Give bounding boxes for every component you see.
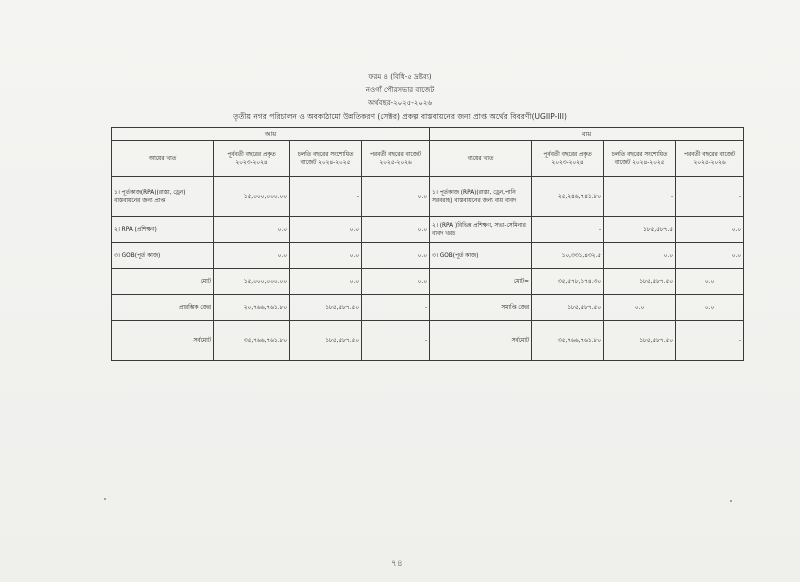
expense-value: ৩৫,৭৬৬,৭৬১.৮০ bbox=[532, 321, 604, 361]
income-value: ০.০ bbox=[362, 269, 430, 295]
expense-label: ২। (RPA )বিভিন্ন প্রশিক্ষণ, সভা-সেমিনার বাবদ খরচ bbox=[430, 217, 532, 243]
project-statement-title: তৃতীয় নগর পরিচালন ও অবকাঠামো উন্নতিকরণ (সেক্টর) প্রকল্প বাস্তবায়নের জন্য প্রাপ্ত অর্থের বিবরণী(UGIIP-III) bbox=[233, 112, 567, 121]
form-number: ফরম ৪ (বিধি-৫ দ্রষ্টব্য) bbox=[368, 73, 432, 81]
table-row bbox=[112, 177, 744, 217]
scan-speck bbox=[104, 498, 106, 500]
income-label: ১। পূর্তকাজ(RPA)(রাস্তা, ড্রেন) বাস্তবায়নের জন্য প্রাপ্ত bbox=[112, 177, 214, 217]
income-value: ০.০ bbox=[290, 217, 362, 243]
expense-value: ১৮৫,৫৮৭.৫ bbox=[604, 217, 676, 243]
income-label: মোট bbox=[112, 269, 214, 295]
income-label: ৩। GOB(পূর্ত কাজ) bbox=[112, 243, 214, 269]
income-section-title: আয় bbox=[112, 128, 430, 141]
income-value: ০.০ bbox=[362, 217, 430, 243]
expense-value: - bbox=[676, 321, 744, 361]
expense-value: ১৮৫,৫৮৭.৫০ bbox=[604, 269, 676, 295]
expense-label: সমাপ্তি জের bbox=[430, 295, 532, 321]
income-value: ০.০ bbox=[214, 217, 290, 243]
scan-speck bbox=[730, 500, 732, 502]
expense-value: - bbox=[676, 177, 744, 217]
expense-col-head: ব্যয়ের খাত bbox=[430, 141, 532, 177]
income-value: ১৫,০০০,০০০.০০ bbox=[214, 269, 290, 295]
income-value: - bbox=[362, 295, 430, 321]
income-value: ০.০ bbox=[214, 243, 290, 269]
expense-label: ৩। GOB(পূর্ত কাজ) bbox=[430, 243, 532, 269]
income-value: ২০,৭৬৬,৭৬১.৮০ bbox=[214, 295, 290, 321]
expense-value: - bbox=[604, 177, 676, 217]
income-label: সর্বমোট bbox=[112, 321, 214, 361]
income-label: প্রারম্ভিক জের bbox=[112, 295, 214, 321]
expense-value: ০.০ bbox=[604, 295, 676, 321]
income-col-head: পূর্ববর্তী বছরের প্রকৃত ২০২৩-২০২৪ bbox=[214, 141, 290, 177]
budget-table bbox=[111, 127, 744, 361]
income-value: ০.০ bbox=[290, 269, 362, 295]
expense-label: মোট= bbox=[430, 269, 532, 295]
expense-value: ২৫,২৪৬,৭৪১.৮০ bbox=[532, 177, 604, 217]
income-col-head: আয়ের খাত bbox=[112, 141, 214, 177]
table-row bbox=[112, 217, 744, 243]
income-value: ০.০ bbox=[290, 243, 362, 269]
balance-row bbox=[112, 295, 744, 321]
expense-value: ১৮৫,৫৮৭.৫০ bbox=[532, 295, 604, 321]
expense-col-head: পরবর্তী বছরের বাজেট ২০২৫-২০২৬ bbox=[676, 141, 744, 177]
table-row bbox=[112, 243, 744, 269]
expense-value: - bbox=[532, 217, 604, 243]
income-value: - bbox=[362, 321, 430, 361]
income-col-head: চলতি বছরের সংশোধিত বাজেট ২০২৪-২০২৫ bbox=[290, 141, 362, 177]
expense-section-title: ব্যয় bbox=[430, 128, 744, 141]
expense-col-head: চলতি বছরের সংশোধিত বাজেট ২০২৪-২০২৫ bbox=[604, 141, 676, 177]
expense-value: ১০,৩৩১,৪৩২.৫ bbox=[532, 243, 604, 269]
expense-label: সর্বমোট bbox=[430, 321, 532, 361]
income-value: ০.০ bbox=[362, 177, 430, 217]
income-value: ১৮৫,৫৮৭.৫০ bbox=[290, 321, 362, 361]
expense-value: ০.০ bbox=[676, 243, 744, 269]
expense-value: ৩৫,৫৭৮,১৭৪.৩০ bbox=[532, 269, 604, 295]
subtotal-row bbox=[112, 269, 744, 295]
income-value: ০.০ bbox=[362, 243, 430, 269]
municipality-budget-title: নওগাঁ পৌরসভার বাজেট bbox=[365, 86, 435, 94]
income-value: ১৮৫,৫৮৭.৫০ bbox=[290, 295, 362, 321]
income-value: - bbox=[290, 177, 362, 217]
expense-col-head: পূর্ববর্তী বছরের প্রকৃত ২০২৩-২০২৪ bbox=[532, 141, 604, 177]
expense-label: ১। পূর্তকাজ (RPA)(রাস্তা, ড্রেন,পানি সরবরাহ) বাস্তবায়নের জন্য ব্যয় বাবদ bbox=[430, 177, 532, 217]
income-label: ২। RPA (প্রশিক্ষণ) bbox=[112, 217, 214, 243]
expense-value: ১৮৫,৫৮৭.৫০ bbox=[604, 321, 676, 361]
grand-total-row bbox=[112, 321, 744, 361]
fiscal-year: অর্থবছর-২০২৫-২০২৬ bbox=[367, 99, 433, 107]
income-value: ১৫,০০০,০০০.০০ bbox=[214, 177, 290, 217]
expense-value: ০.০ bbox=[604, 243, 676, 269]
expense-value: ০.০ bbox=[676, 217, 744, 243]
page-number: ৭৪ bbox=[391, 559, 403, 569]
income-value: ৩৫,৭৬৬,৭৬১.৮০ bbox=[214, 321, 290, 361]
income-col-head: পরবর্তী বছরের বাজেট ২০২৫-২০২৬ bbox=[362, 141, 430, 177]
expense-value: ০.০ bbox=[676, 269, 744, 295]
expense-value: ০.০ bbox=[676, 295, 744, 321]
